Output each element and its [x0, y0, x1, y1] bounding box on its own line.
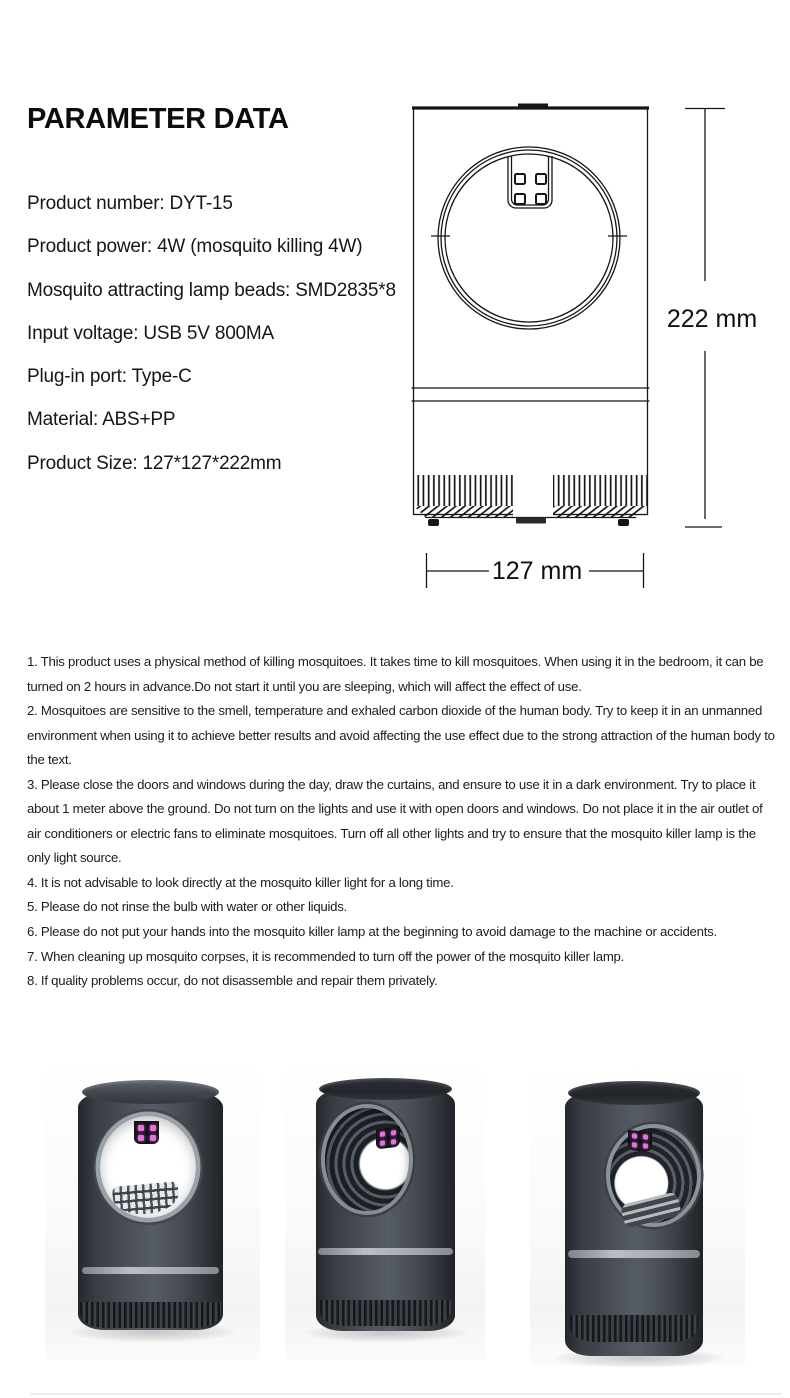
note-item-8: 8. If quality problems occur, do not disassemble and repair them privately.	[27, 973, 438, 989]
base-ribs	[570, 1315, 698, 1342]
uv-led-panel-drawing	[508, 156, 552, 208]
vent-grille-drawing	[414, 474, 647, 526]
product-photo-angled-left	[285, 1060, 485, 1360]
foot-drawing	[618, 519, 629, 526]
lamp-top-lid	[319, 1078, 452, 1100]
led-dot	[380, 1131, 385, 1137]
led-dot	[150, 1135, 156, 1141]
lamp-window-circle-drawing	[431, 147, 627, 329]
lamp-opening	[325, 1108, 409, 1211]
uv-led-panel	[628, 1130, 652, 1152]
base-ribs	[320, 1300, 451, 1326]
led-dot	[380, 1140, 385, 1146]
note-item-5: 5. Please do not rinse the bulb with water or other liquids.	[27, 899, 348, 915]
spec-product-size: Product Size: 127*127*222mm	[27, 452, 282, 474]
trim-band	[568, 1250, 700, 1258]
spec-list	[27, 182, 396, 485]
divider-band-drawing	[412, 388, 650, 401]
height-dimension-label: 222 mm	[666, 305, 758, 333]
note-item-3: 3. Please close the doors and windows during the day, draw the curtains, and ensure to use it in a dark environment. Try to place it about 1 meter above the ground. Do not turn on the lights and use it with open doors and windows. Do not place it in the air outlet of air conditioners or electric fans to eliminate mosquitoes. Turn off all other lights and try to ensure that the mosquito killer lamp is the only light source.	[27, 776, 763, 866]
usb-port-drawing	[516, 518, 546, 524]
spec-plug-in-port: Plug-in port: Type-C	[27, 366, 192, 388]
lamp-top-lid	[82, 1080, 219, 1104]
led-dot	[632, 1133, 637, 1138]
spec-input-voltage: Input voltage: USB 5V 800MA	[27, 322, 275, 344]
spec-product-number: Product number: DYT-15	[27, 193, 233, 214]
note-item-4: 4. It is not advisable to look directly at the mosquito killer light for a long time.	[27, 874, 454, 890]
product-photo-front	[45, 1060, 260, 1360]
note-item-7: 7. When cleaning up mosquito corpses, it is recommended to turn off the power of the mosquito killer lamp.	[27, 948, 625, 964]
product-photo-angled-right	[530, 1060, 745, 1365]
top-button-drawing	[518, 104, 548, 109]
bottom-divider	[30, 1393, 782, 1395]
note-item-1: 1. This product uses a physical method of killing mosquitoes. It takes time to kill mosquitoes. When using it in the bedroom, it can be turned on 2 hours in advance.Do not start it until you are sleeping, which will affect the effect of use.	[27, 654, 764, 694]
dimension-diagram	[400, 95, 790, 600]
spec-material: Material: ABS+PP	[27, 409, 176, 431]
led-dot	[632, 1142, 637, 1147]
spec-lamp-beads: Mosquito attracting lamp beads: SMD2835*8	[27, 279, 396, 301]
device-outline-drawing	[412, 104, 650, 515]
led-dot	[138, 1135, 144, 1141]
led-dot	[643, 1143, 648, 1148]
trim-band	[82, 1267, 219, 1274]
uv-led-panel	[376, 1127, 400, 1150]
base-ribs	[80, 1302, 221, 1328]
trim-band	[318, 1248, 453, 1255]
uv-led-panel	[134, 1121, 159, 1144]
led-dot	[391, 1139, 396, 1145]
foot-drawing	[428, 519, 439, 526]
note-item-2: 2. Mosquitoes are sensitive to the smell, temperature and exhaled carbon dioxide of the human body. Try to keep it in an unmanned environment when using it to achieve better results and avoid affecting the use effect due to the strong attraction of the human body to the text.	[27, 703, 775, 768]
lamp-top-lid	[568, 1081, 700, 1105]
spec-product-power: Product power: 4W (mosquito killing 4W)	[27, 236, 363, 258]
led-dot	[643, 1134, 648, 1139]
usage-notes	[27, 650, 779, 994]
width-dimension-label: 127 mm	[491, 557, 583, 585]
page-title: PARAMETER DATA	[27, 103, 289, 135]
led-dot	[138, 1125, 144, 1131]
led-dot	[150, 1125, 156, 1131]
note-item-6: 6. Please do not put your hands into the mosquito killer lamp at the beginning to avoid damage to the machine or accidents.	[27, 924, 717, 940]
led-dot	[391, 1130, 396, 1136]
